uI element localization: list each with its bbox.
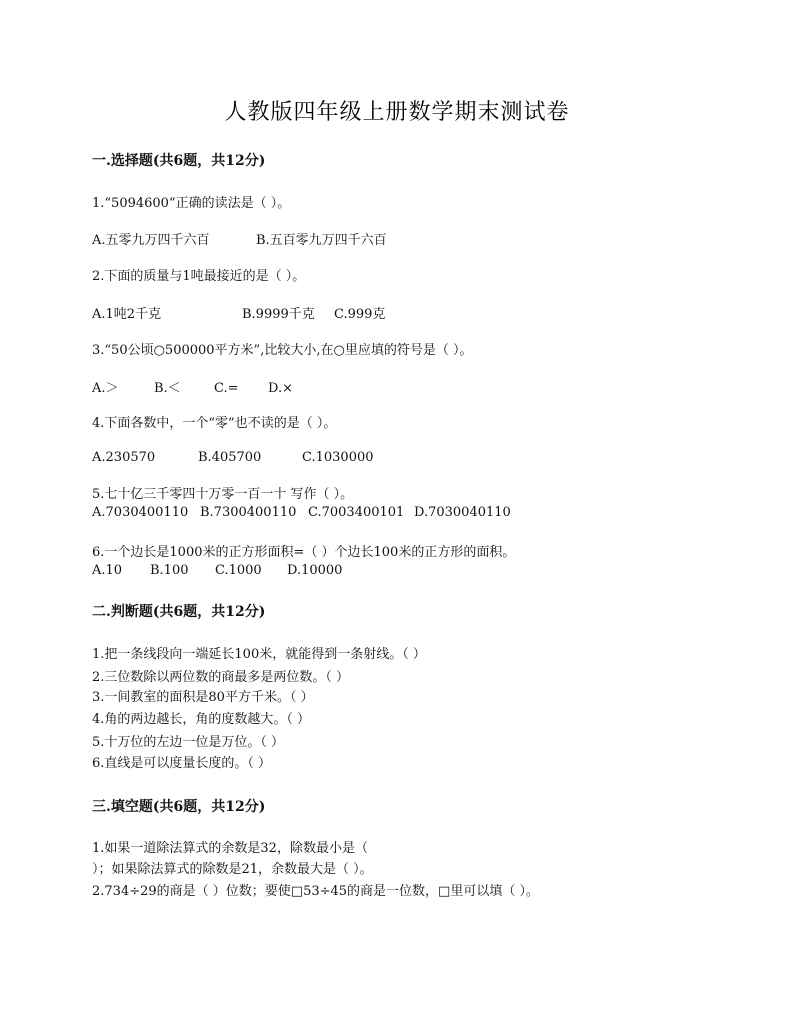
- option-c: C.1030000: [302, 450, 374, 465]
- question-2: 2.下面的质量与1吨最接近的是（ ）。: [92, 269, 306, 284]
- option-a: A.＞: [92, 381, 119, 396]
- question-2-options: [92, 303, 385, 322]
- option-a: A.230570: [92, 450, 156, 465]
- option-b: B.9999千克: [242, 307, 315, 322]
- option-a: A.1吨2千克: [92, 307, 162, 322]
- question-6-options: [92, 563, 342, 578]
- option-b: B.100: [150, 563, 189, 578]
- question-5-options: [92, 505, 511, 520]
- option-d: D.10000: [287, 563, 343, 578]
- question-1-options: [92, 229, 387, 248]
- option-a: A.五零九万四千六百: [92, 233, 210, 248]
- judgement-item: 1.把一条线段向一端延长100米，就能得到一条射线。（ ）: [92, 647, 426, 662]
- judgement-item: 3.一间教室的面积是80平方千米。（ ）: [92, 690, 314, 705]
- judgement-item: 5.十万位的左边一位是万位。（ ）: [92, 735, 285, 750]
- fill-line: 1.如果一道除法算式的余数是32，除数最小是（: [92, 841, 368, 856]
- question-1: 1.“5094600”正确的读法是（ ）。: [92, 196, 291, 211]
- judgement-item: 2.三位数除以两位数的商最多是两位数。（ ）: [92, 670, 350, 685]
- question-3-options: [92, 377, 293, 396]
- option-a: A.10: [92, 563, 123, 578]
- question-6: 6.一个边长是1000米的正方形面积=（ ）个边长100米的正方形的面积。: [92, 545, 516, 560]
- option-c: C.7003400101: [308, 505, 405, 520]
- option-c: C.1000: [215, 563, 262, 578]
- option-a: A.7030400110: [92, 505, 189, 520]
- section-heading-choice: 一.选择题(共6题，共12分): [92, 153, 266, 169]
- option-d: D.7030040110: [414, 505, 511, 520]
- option-b: B.405700: [198, 450, 262, 465]
- option-c: C.=: [214, 381, 239, 396]
- option-b: B.＜: [154, 381, 181, 396]
- question-3: 3.“50公顷○500000平方米”,比较大小,在○里应填的符号是（ ）。: [92, 343, 473, 358]
- fill-line: 2.734÷29的商是（ ）位数；要使□53÷45的商是一位数，□里可以填（ ）。: [92, 884, 539, 899]
- section-heading-judgement: 二.判断题(共6题，共12分): [92, 604, 266, 620]
- option-c: C.999克: [334, 307, 386, 322]
- option-b: B.7300400110: [200, 505, 297, 520]
- page-title: 人教版四年级上册数学期末测试卷: [224, 100, 570, 125]
- question-4: 4.下面各数中，一个“零”也不读的是（ ）。: [92, 416, 337, 431]
- question-4-options: [92, 450, 374, 465]
- judgement-item: 6.直线是可以度量长度的。（ ）: [92, 756, 272, 771]
- judgement-item: 4.角的两边越长，角的度数越大。（ ）: [92, 712, 311, 727]
- question-5: 5.七十亿三千零四十万零一百一十 写作（ ）。: [92, 487, 354, 502]
- section-heading-fill: 三.填空题(共6题，共12分): [92, 799, 266, 815]
- option-d: D.×: [268, 381, 293, 396]
- fill-line: ）；如果除法算式的除数是21，余数最大是（ ）。: [92, 862, 373, 877]
- option-b: B.五百零九万四千六百: [256, 233, 387, 248]
